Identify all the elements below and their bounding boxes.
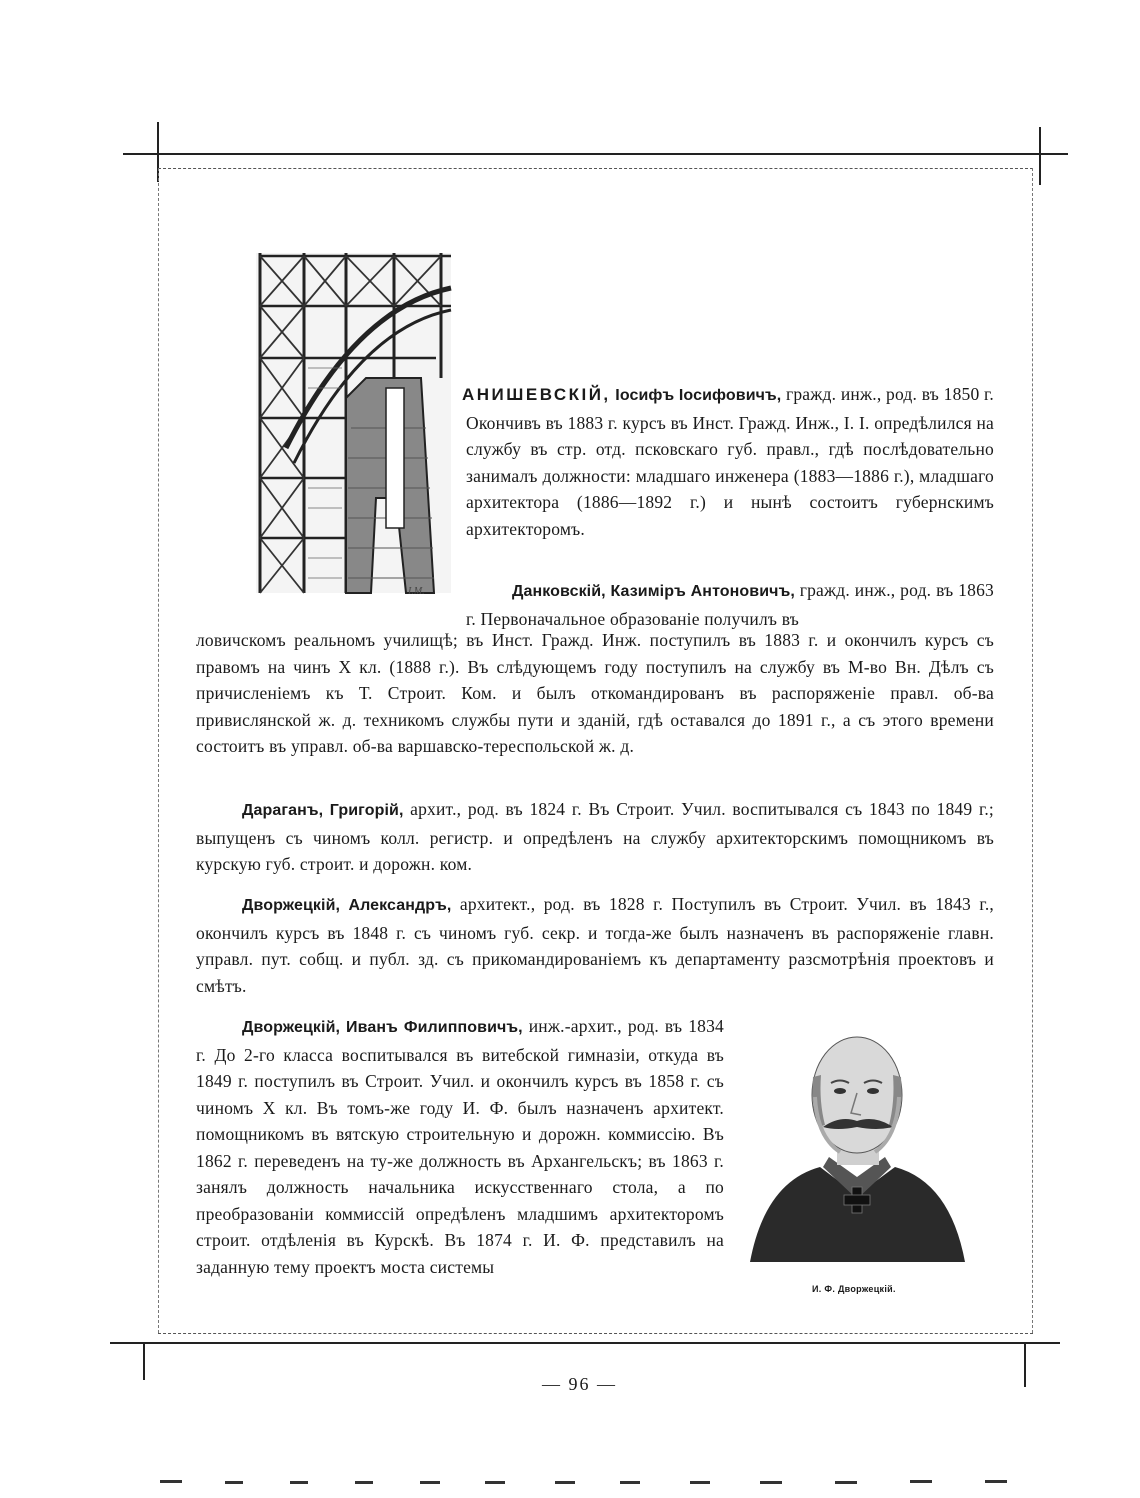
portrait-engraving (745, 1017, 970, 1265)
frame-top-rule (123, 153, 1068, 155)
entry-name: Дворжецкій, Иванъ Филипповичъ, (242, 1019, 523, 1036)
scan-mark-10 (760, 1481, 782, 1484)
frame-bottom-inner-rule (158, 1333, 1033, 1334)
decorative-initial (246, 248, 458, 608)
scan-mark-13 (985, 1480, 1007, 1483)
scan-mark-12 (910, 1480, 932, 1483)
scan-mark-2 (225, 1481, 243, 1484)
entry-dankovsky-body (196, 627, 994, 760)
frame-top-inner-rule (158, 168, 1033, 169)
entry-patronym: Іосифъ Іосифовичъ, (615, 387, 782, 404)
entry-name: АНИШЕВСКІЙ, (462, 385, 611, 404)
entry-name: Дворжецкій, Александръ, (242, 897, 452, 914)
entry-text: гражд. инж., род. въ 1863 г. Первоначальное образованіе получилъ въ (466, 580, 994, 629)
portrait-caption: И. Ф. Дворжецкій. (812, 1284, 896, 1294)
entry-text: архит., род. въ 1824 г. Въ Строит. Учил. воспитывался съ 1843 по 1849 г.; выпущенъ съ чиномъ колл. регистр. и опредѣленъ на службу архитекторскимъ помощникомъ въ курскую губ. строит. и дорожн. ком. (196, 799, 994, 874)
scan-mark-5 (420, 1481, 440, 1484)
frame-right-inner-rule (1032, 168, 1033, 1333)
entry-dvorzhetsky-i (196, 1013, 724, 1280)
scan-mark-3 (290, 1481, 308, 1484)
entry-anishevsky (462, 381, 995, 542)
scan-mark-6 (485, 1481, 505, 1484)
entry-daragan (196, 796, 994, 878)
portrait (745, 1017, 970, 1265)
entry-dvorzhetsky-a (196, 891, 994, 999)
scan-mark-9 (690, 1481, 710, 1484)
scan-mark-7 (555, 1481, 575, 1484)
entry-name: Дараганъ, Григорій, (242, 802, 404, 819)
scan-mark-11 (835, 1481, 857, 1484)
entry-text: инж.-архит., род. въ 1834 г. До 2-го класса воспитывался въ витебской гимназіи, откуда въ 1849 г. поступилъ въ Строит. Учил. и окончилъ курсъ въ 1858 г. съ чиномъ Х кл. Въ томъ-же году И. Ф. былъ назначенъ архитект. помощникомъ въ вятскую строительную и дорожн. коммиссію. Въ 1862 г. переведенъ на ту-же должность въ Архангельскъ; въ 1863 г. занялъ должность начальника искусственнаго стола, а по преобразованіи коммиссій опредѣленъ младшимъ архитекторомъ строит. отдѣленія въ Курскѣ. Въ 1874 г. И. Ф. представилъ на заданную тему проектъ моста системы (196, 1016, 724, 1277)
frame-left-inner-rule (158, 168, 159, 1333)
scan-mark-1 (160, 1480, 182, 1483)
frame-right-tick (1039, 127, 1041, 185)
entry-name: Данковскій, Казиміръ Антоновичъ, (512, 583, 795, 600)
scan-mark-4 (355, 1481, 373, 1484)
scan-mark-8 (620, 1481, 640, 1484)
initial-signature: I.M. (408, 586, 425, 597)
entry-dankovsky-head (466, 577, 994, 632)
truss-initial-illustration (246, 248, 458, 608)
frame-bottom-left-tick (143, 1342, 145, 1380)
entry-text: гражд. инж., род. въ 1850 г. Окончивъ въ 1883 г. курсъ въ Инст. Гражд. Инж., І. І. опредѣлился на службу въ стр. отд. псковскаго губ. правл., гдѣ послѣдовательно занималъ должности: младшаго инженера (1883—1886 г.), младшаго архитектора (1886—1892 г.) и нынѣ состоитъ губернскимъ архитекторомъ. (466, 384, 995, 539)
page-number: — 96 — (542, 1374, 617, 1394)
frame-bottom-rule (110, 1342, 1060, 1344)
entry-text: ловичскомъ реальномъ училищѣ; въ Инст. Гражд. Инж. поступилъ въ 1883 г. и окончилъ курсъ съ правомъ на чинъ Х кл. (1888 г.). Въ слѣдующемъ году поступилъ на службу въ М-во Вн. Дѣлъ съ причисленіемъ къ Т. Строит. Ком. и былъ откомандированъ въ распоряженіе правл. об-ва привислянской ж. д. техникомъ службы пути и зданій, гдѣ оставался до 1891 г., а съ этого времени состоитъ въ управл. об-ва варшавско-тереспольской ж. д. (196, 630, 994, 756)
frame-bottom-right-tick (1024, 1342, 1026, 1387)
entry-text: архитект., род. въ 1828 г. Поступилъ въ Строит. Учил. въ 1843 г., окончилъ курсъ въ 1848 г. съ чиномъ губ. секр. и тогда-же былъ назначенъ въ распоряженіе главн. управл. пут. собщ. и публ. зд. съ прикомандированіемъ къ департаменту разсмотрѣнія проектовъ и смѣтъ. (196, 894, 994, 996)
